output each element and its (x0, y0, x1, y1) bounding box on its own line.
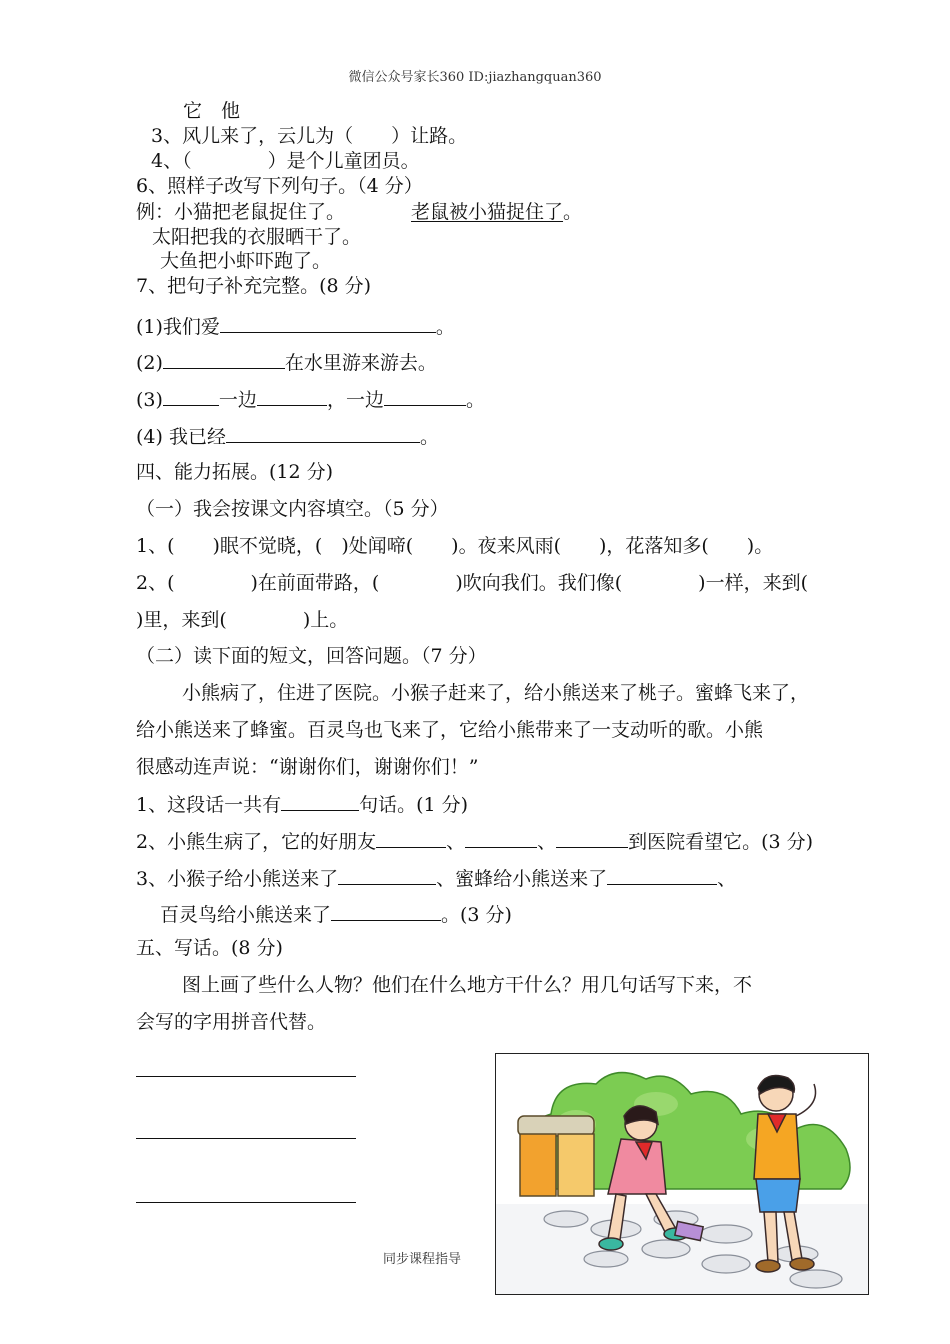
q6-title: 6、照样子改写下列句子。（4 分） (136, 175, 423, 197)
text-fill-question-line2: )里，来到( )上。 (136, 609, 349, 631)
part4-title: 四、能力拓展。(12 分) (136, 461, 334, 483)
page-footer: 同步课程指导 (383, 1252, 462, 1267)
answer-blank[interactable] (607, 864, 717, 885)
question-3: 3、风儿来了，云儿为（ ）让路。 (151, 125, 468, 147)
question-4: 4、（ ）是个儿童团员。 (151, 150, 420, 172)
answer-blank[interactable] (226, 422, 420, 443)
q7-item-1: (1)我们爱 。 (136, 312, 455, 340)
q6-sentence-1: 太阳把我的衣服晒干了。 (152, 226, 362, 248)
trash-bins (518, 1116, 594, 1196)
q7-item-4: (4) 我已经 。 (136, 422, 439, 450)
writing-line[interactable] (136, 1138, 356, 1139)
answer-blank[interactable] (384, 385, 466, 406)
passage-line-2: 给小熊送来了蜂蜜。百灵鸟也飞来了，它给小熊带来了一支动听的歌。小熊 (136, 719, 764, 741)
q6-sentence-2: 大鱼把小虾吓跑了。 (160, 250, 332, 272)
passage-line-1: 小熊病了，住进了医院。小猴子赶来了，给小熊送来了桃子。蜜蜂飞来了， (182, 682, 810, 704)
paved-ground (496, 1204, 868, 1294)
text-fill-question-line1: 2、( )在前面带路，( )吹向我们。我们像( )一样，来到( (136, 572, 808, 594)
answer-blank[interactable] (257, 385, 327, 406)
answer-blank[interactable] (220, 312, 436, 333)
answer-blank[interactable] (331, 900, 441, 921)
writing-prompt-line-2: 会写的字用拼音代替。 (136, 1011, 327, 1033)
writing-prompt-line-1: 图上画了些什么人物？他们在什么地方干什么？用几句话写下来，不 (182, 974, 753, 996)
reading-question-3-line2: 百灵鸟给小熊送来了 。(3 分) (160, 900, 512, 928)
example-answer: 老鼠被小猫捉住了 (411, 201, 564, 223)
reading-question-2: 2、小熊生病了，它的好朋友 、 、 到医院看望它。(3 分) (136, 827, 813, 855)
part5-title: 五、写话。(8 分) (136, 937, 283, 959)
q6-example (136, 199, 582, 225)
passage-line-3: 很感动连声说：“谢谢你们，谢谢你们！” (136, 756, 479, 778)
q7-title: 7、把句子补充完整。(8 分) (136, 275, 372, 297)
answer-blank[interactable] (376, 827, 446, 848)
poem-fill-question: 1、( )眠不觉晓，( )处闻啼( )。夜来风雨( )，花落知多( )。 (136, 535, 774, 557)
example-sentence: 例：小猫把老鼠捉住了。 (136, 201, 346, 223)
answer-blank[interactable] (163, 385, 219, 406)
answer-blank[interactable] (281, 790, 359, 811)
writing-line[interactable] (136, 1202, 356, 1203)
answer-blank[interactable] (556, 827, 628, 848)
answer-blank[interactable] (338, 864, 436, 885)
reading-question-1: 1、这段话一共有 句话。(1 分) (136, 790, 468, 818)
part4-sub1-title: （一）我会按课文内容填空。（5 分） (136, 498, 449, 520)
part4-sub2-title: （二）读下面的短文，回答问题。（7 分） (136, 645, 487, 667)
illustration-children-playing (495, 1053, 869, 1295)
reading-question-3: 3、小猴子给小熊送来了 、蜜蜂给小熊送来了 、 (136, 864, 736, 892)
illustration-drawing (496, 1054, 868, 1294)
answer-blank[interactable] (465, 827, 537, 848)
writing-line[interactable] (136, 1076, 356, 1077)
page-header: 微信公众号家长360 ID:jiazhangquan360 (348, 70, 602, 85)
q7-item-2: (2) 在水里游来游去。 (136, 348, 437, 376)
example-end: 。 (563, 201, 583, 223)
answer-blank[interactable] (163, 348, 285, 369)
pronoun-options: 它 他 (183, 100, 241, 122)
q7-item-3: (3) 一边 ，一边 。 (136, 385, 485, 413)
